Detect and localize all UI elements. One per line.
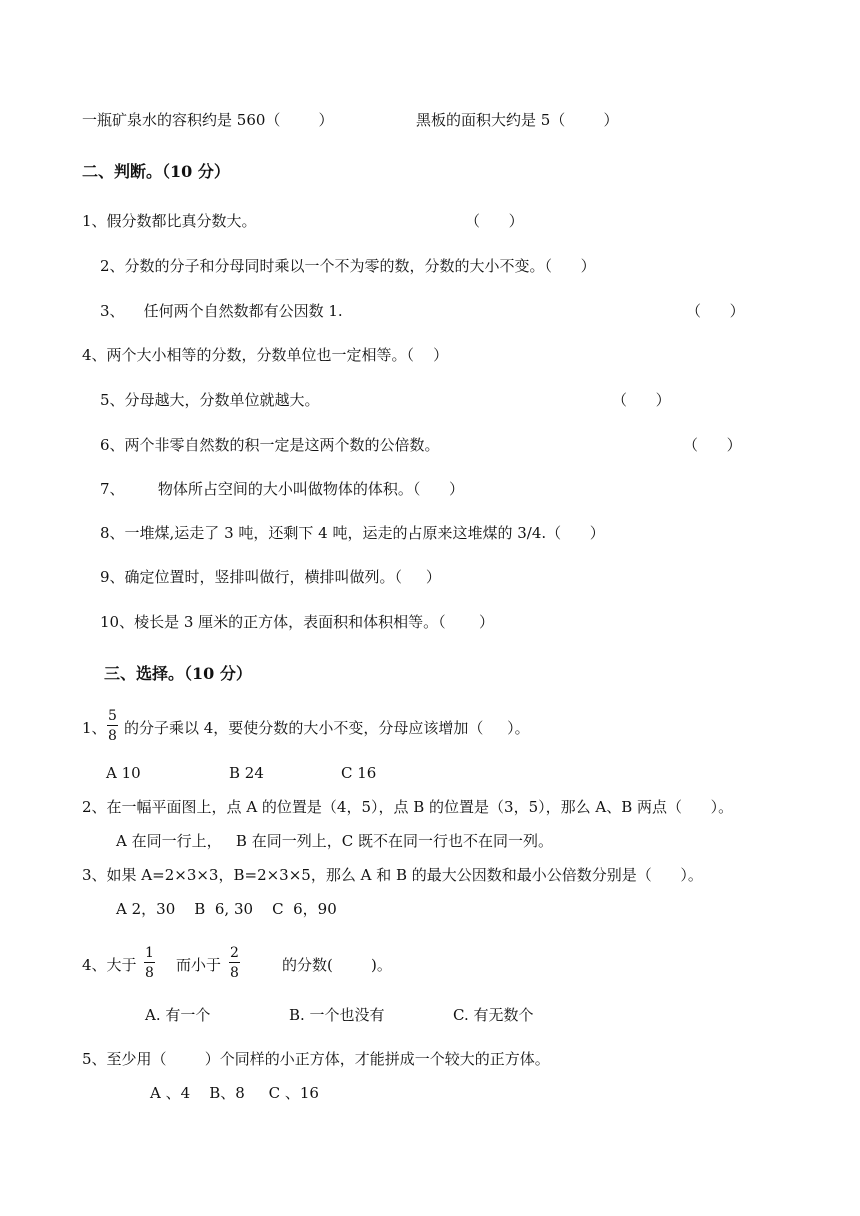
choice-q4-option-c: C. 有无数个 [453, 1006, 534, 1024]
choice-q5-text: 5、至少用（ ）个同样的小正方体，才能拼成一个较大的正方体。 [82, 1050, 550, 1068]
judge-item-1-blank: （ ） [465, 212, 524, 230]
choice-q1-option-b: B 24 [229, 764, 264, 782]
judge-item-7: 7、 物体所占空间的大小叫做物体的体积。（ ） [100, 480, 465, 498]
choice-q2-options: A 在同一行上， B 在同一列上，C 既不在同一行也不在同一列。 [116, 832, 553, 850]
judge-item-6-blank: （ ） [683, 436, 742, 454]
fraction-1-8 [144, 945, 155, 981]
fraction-bar [107, 725, 118, 726]
fill-line-left: 一瓶矿泉水的容积约是 560（ ） [82, 111, 334, 129]
judge-item-5-blank: （ ） [612, 391, 671, 409]
fraction-numerator: 1 [145, 945, 154, 961]
choice-heading: 三、选择。（10 分） [104, 664, 252, 683]
fraction-denominator: 8 [145, 965, 154, 981]
fraction-denominator: 8 [230, 965, 239, 981]
fraction-2-8 [229, 945, 240, 981]
choice-q2-text: 2、在一幅平面图上，点 A 的位置是（4，5），点 B 的位置是（3，5），那么 A、B 两点（ ）。 [82, 798, 734, 816]
judge-item-3-blank: （ ） [686, 302, 745, 320]
choice-q3-options: A 2，30 B 6, 30 C 6，90 [116, 900, 337, 918]
fraction-5-8 [107, 708, 118, 744]
choice-q3-text: 3、如果 A=2×3×3，B=2×3×5，那么 A 和 B 的最大公因数和最小公倍数分别是（ ）。 [82, 866, 703, 884]
fraction-numerator: 2 [230, 945, 239, 961]
judge-item-1: 1、假分数都比真分数大。 [82, 212, 257, 230]
judge-item-4: 4、两个大小相等的分数，分数单位也一定相等。（ ） [82, 346, 449, 364]
judge-item-2: 2、分数的分子和分母同时乘以一个不为零的数，分数的大小不变。（ ） [100, 257, 596, 275]
fill-line-right: 黑板的面积大约是 5（ ） [416, 111, 619, 129]
choice-q1-number: 1、 [82, 719, 107, 737]
choice-q1-option-a: A 10 [106, 764, 141, 782]
choice-q1-option-c: C 16 [341, 764, 377, 782]
choice-q5-options: A 、4 B、8 C 、16 [150, 1084, 319, 1102]
choice-q4-option-a: A. 有一个 [145, 1006, 211, 1024]
fraction-bar [144, 962, 155, 963]
judge-item-9: 9、确定位置时，竖排叫做行，横排叫做列。（ ） [100, 568, 441, 586]
choice-q4-prefix: 4、大于 [82, 956, 137, 974]
fraction-bar [229, 962, 240, 963]
choice-q1-text: 的分子乘以 4，要使分数的大小不变，分母应该增加（ ）。 [124, 719, 530, 737]
fraction-denominator: 8 [108, 728, 117, 744]
judge-heading: 二、判断。（10 分） [82, 162, 230, 181]
choice-q4-middle: 而小于 [176, 956, 222, 974]
judge-item-3: 3、 任何两个自然数都有公因数 1. [100, 302, 343, 320]
choice-q4-suffix: 的分数( )。 [282, 956, 392, 974]
choice-q4-option-b: B. 一个也没有 [289, 1006, 385, 1024]
judge-item-8: 8、一堆煤,运走了 3 吨，还剩下 4 吨，运走的占原来这堆煤的 3/4.（ ） [100, 524, 605, 542]
judge-item-6: 6、两个非零自然数的积一定是这两个数的公倍数。 [100, 436, 440, 454]
fraction-numerator: 5 [108, 708, 117, 724]
judge-item-10: 10、棱长是 3 厘米的正方体，表面积和体积相等。（ ） [100, 613, 495, 631]
judge-item-5: 5、分母越大，分数单位就越大。 [100, 391, 320, 409]
